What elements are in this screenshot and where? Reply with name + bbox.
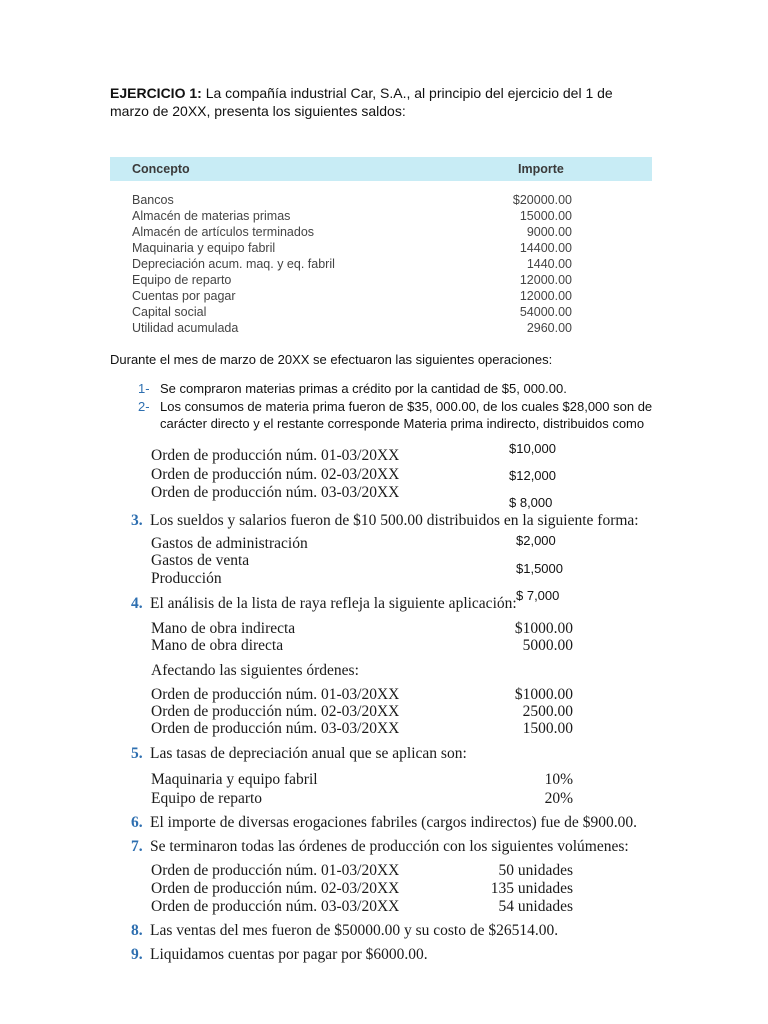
op8-number: 8.	[131, 922, 143, 939]
header-concept: Concepto	[132, 162, 190, 176]
op7-order-value: 135 unidades	[490, 880, 573, 897]
op4-subtitle: Afectando las siguientes órdenes:	[151, 662, 359, 679]
op2-line2: carácter directo y el restante corresponde Materia prima indirecto, distribuidos como	[160, 416, 645, 431]
op3-item-value: $ 7,000	[516, 588, 560, 603]
op2-order-label: Orden de producción núm. 02-03/20XX	[151, 466, 400, 483]
op7-number: 7.	[131, 838, 143, 855]
row-concept: Maquinaria y equipo fabril	[132, 241, 276, 255]
row-concept: Almacén de artículos terminados	[132, 225, 315, 239]
op9-text: Liquidamos cuentas por pagar por $6000.00.	[150, 946, 428, 963]
op4-item-label: Mano de obra indirecta	[151, 620, 296, 637]
row-amount: 2960.00	[526, 321, 572, 335]
op9-number: 9.	[131, 946, 143, 963]
exercise-intro	[110, 84, 650, 120]
op3-item-label: Gastos de venta	[151, 552, 250, 569]
op5-item-value: 20%	[544, 790, 573, 807]
op5-number: 5.	[131, 745, 143, 762]
op5-text: Las tasas de depreciación anual que se aplican son:	[150, 745, 467, 762]
op7-order-value: 50 unidades	[498, 862, 573, 879]
op2-number: 2-	[138, 399, 150, 414]
op3-item-label: Gastos de administración	[151, 535, 308, 552]
row-concept: Equipo de reparto	[132, 273, 232, 287]
row-amount: 15000.00	[519, 209, 572, 223]
row-amount: 54000.00	[519, 305, 572, 319]
op4-order-label: Orden de producción núm. 01-03/20XX	[151, 686, 400, 703]
row-amount: 12000.00	[519, 273, 572, 287]
op4-item-value: 5000.00	[522, 637, 573, 654]
op6-text: El importe de diversas erogaciones fabriles (cargos indirectos) fue de $900.00.	[150, 814, 637, 831]
op4-order-value: 1500.00	[522, 720, 573, 737]
op4-order-label: Orden de producción núm. 02-03/20XX	[151, 703, 400, 720]
row-concept: Cuentas por pagar	[132, 289, 236, 303]
op3-item-value: $2,000	[516, 533, 556, 548]
op4-text: El análisis de la lista de raya refleja la siguiente aplicación:	[150, 595, 517, 612]
op3-number: 3.	[131, 512, 143, 529]
op4-order-value: 2500.00	[522, 703, 573, 720]
op5-item-label: Maquinaria y equipo fabril	[151, 771, 318, 788]
row-amount: 9000.00	[526, 225, 572, 239]
row-amount: $20000.00	[512, 193, 572, 207]
table-header	[110, 157, 652, 181]
exercise-label: EJERCICIO 1:	[110, 85, 202, 101]
op1-text: Se compraron materias primas a crédito por la cantidad de $5, 000.00.	[160, 381, 567, 396]
op7-order-value: 54 unidades	[498, 898, 573, 915]
table-row	[132, 241, 572, 257]
balances-table	[110, 157, 652, 335]
header-amount: Importe	[518, 162, 564, 176]
op3-item-value: $1,5000	[516, 561, 563, 576]
op7-text: Se terminaron todas las órdenes de producción con los siguientes volúmenes:	[150, 838, 629, 855]
operations-intro: Durante el mes de marzo de 20XX se efectuaron las siguientes operaciones:	[110, 352, 553, 367]
op5-item-label: Equipo de reparto	[151, 790, 263, 807]
op4-number: 4.	[131, 595, 143, 612]
op2-line1: Los consumos de materia prima fueron de $35, 000.00, de los cuales $28,000 son de	[160, 399, 653, 414]
row-concept: Depreciación acum. maq. y eq. fabril	[132, 257, 335, 271]
table-row	[132, 209, 572, 225]
table-row	[132, 257, 572, 273]
op4-order-label: Orden de producción núm. 03-03/20XX	[151, 720, 400, 737]
row-concept: Capital social	[132, 305, 207, 319]
row-concept: Bancos	[132, 193, 174, 207]
op4-item-label: Mano de obra directa	[151, 637, 284, 654]
op2-order-label: Orden de producción núm. 01-03/20XX	[151, 447, 400, 464]
op3-item-label: Producción	[151, 570, 222, 587]
op2-order-label: Orden de producción núm. 03-03/20XX	[151, 484, 400, 501]
op1-number: 1-	[138, 381, 150, 396]
op6-number: 6.	[131, 814, 143, 831]
op2-order-value: $10,000	[509, 441, 556, 456]
table-row	[132, 321, 572, 337]
row-amount: 12000.00	[519, 289, 572, 303]
row-concept: Utilidad acumulada	[132, 321, 239, 335]
table-row	[132, 273, 572, 289]
op2-order-value: $12,000	[509, 468, 556, 483]
row-concept: Almacén de materias primas	[132, 209, 291, 223]
op2-order-value: $ 8,000	[509, 495, 553, 510]
table-row	[132, 225, 572, 241]
table-row	[132, 193, 572, 209]
op7-order-label: Orden de producción núm. 03-03/20XX	[151, 898, 400, 915]
op3-text: Los sueldos y salarios fueron de $10 500.00 distribuidos en la siguiente forma:	[150, 512, 639, 529]
op4-item-value: $1000.00	[514, 620, 573, 637]
exercise-text: La compañía industrial Car, S.A., al principio del ejercicio del 1 de marzo de 20XX, presenta los siguientes saldos:	[110, 85, 613, 119]
table-row	[132, 289, 572, 305]
op8-text: Las ventas del mes fueron de $50000.00 y su costo de $26514.00.	[150, 922, 559, 939]
op5-item-value: 10%	[544, 771, 573, 788]
row-amount: 1440.00	[526, 257, 572, 271]
op7-order-label: Orden de producción núm. 01-03/20XX	[151, 862, 400, 879]
op7-order-label: Orden de producción núm. 02-03/20XX	[151, 880, 400, 897]
op4-order-value: $1000.00	[514, 686, 573, 703]
table-row	[132, 305, 572, 321]
row-amount: 14400.00	[519, 241, 572, 255]
